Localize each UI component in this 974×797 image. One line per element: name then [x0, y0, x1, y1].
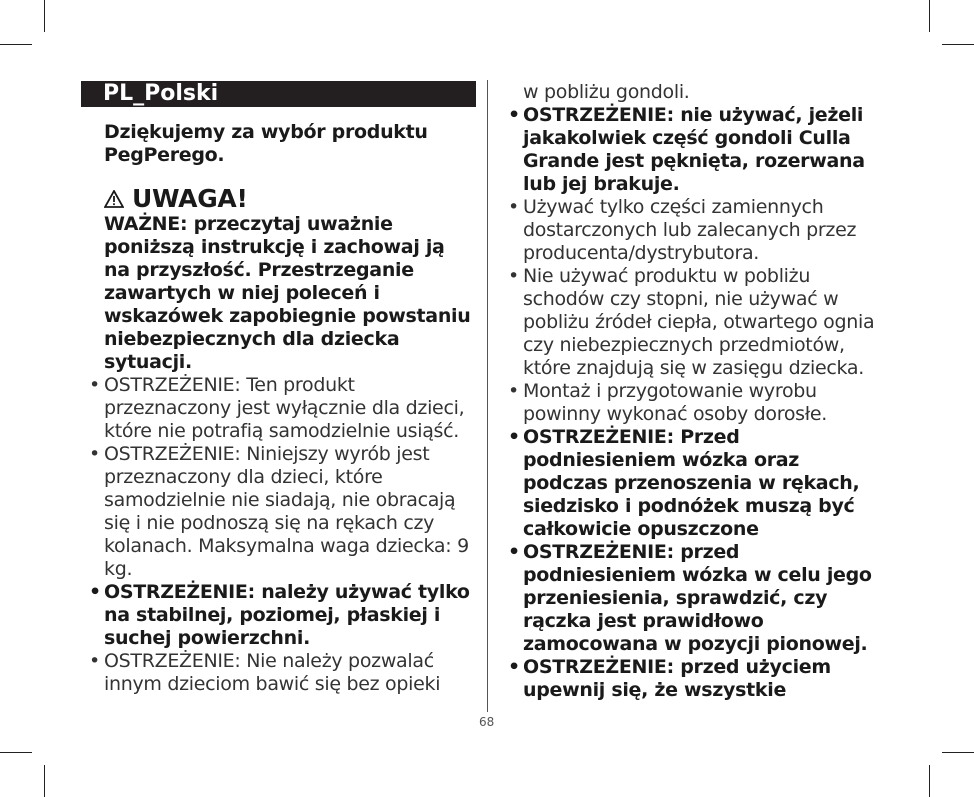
- list-item: • OSTRZEŻENIE: Ten produkt przeznaczony jest wyłącznie dla dzieci, które nie potrafią samodzielnie usiąść.: [104, 374, 476, 443]
- crop-mark: [0, 752, 32, 753]
- crop-mark: [0, 44, 32, 45]
- warning-heading-text: UWAGA!: [132, 184, 248, 213]
- crop-mark: [929, 765, 930, 797]
- list-item: • Nie używać produktu w pobliżu schodów czy stopni, nie używać w pobliżu źródeł ciepła, otwartego ognia czy niebezpiecznych przedmiotów, które znajdują się w zasięgu dziecka.: [523, 265, 883, 380]
- list-item: • OSTRZEŻENIE: nie używać, jeżeli jakakolwiek część gondoli Culla Grande jest pęknięta, rozerwana lub jej brakuje.: [523, 104, 883, 196]
- warning-triangle-icon: [104, 190, 124, 208]
- list-item: • OSTRZEŻENIE: przed podniesieniem wózka w celu jego przeniesienia, sprawdzić, czy rączka jest prawidłowo zamocowana w pozycji pionowej.: [523, 541, 883, 656]
- left-warning-list: [104, 374, 476, 696]
- list-item: • OSTRZEŻENIE: przed użyciem upewnij się, że wszystkie: [523, 656, 883, 702]
- page-number: 68: [479, 715, 495, 729]
- list-item: • OSTRZEŻENIE: Przed podniesieniem wózka oraz podczas przenoszenia w rękach, siedzisko i podnóżek muszą być całkowicie opuszczone: [523, 426, 883, 541]
- crop-mark: [44, 765, 45, 797]
- list-item: • Montaż i przygotowanie wyrobu powinny wykonać osoby dorosłe.: [523, 380, 883, 426]
- right-column: [523, 81, 883, 702]
- list-item: • Używać tylko części zamiennych dostarczonych lub zalecanych przez producenta/dystrybutora.: [523, 196, 883, 265]
- thanks-text: Dziękujemy za wybór produktu PegPerego.: [104, 121, 428, 166]
- list-item: • OSTRZEŻENIE: Niniejszy wyrób jest przeznaczony dla dzieci, które samodzielnie nie siadają, nie obracają się i nie podnoszą się na rękach czy kolanach. Maksymalna waga dziecka: 9 kg.: [104, 443, 476, 581]
- crop-mark: [929, 0, 930, 32]
- column-divider: [487, 80, 488, 712]
- list-item: • OSTRZEŻENIE: Nie należy pozwalać innym dzieciom bawić się bez opieki: [104, 650, 476, 696]
- warning-heading: [104, 185, 476, 213]
- crop-mark: [942, 752, 974, 753]
- list-item: • OSTRZEŻENIE: należy używać tylko na stabilnej, poziomej, płaskiej i suchej powierzchni.: [104, 581, 476, 650]
- language-header: PL_Polski: [81, 81, 476, 107]
- right-warning-list: [523, 104, 883, 702]
- crop-mark: [44, 0, 45, 32]
- crop-mark: [942, 44, 974, 45]
- intro-text: WAŻNE: przeczytaj uważnie poniższą instrukcję i zachowaj ją na przyszłość. Przestrzeganie zawartych w niej poleceń i wskazówek zapobiegnie powstaniu niebezpiecznych dla dziecka sytuacji.: [104, 213, 471, 373]
- continuation-text: w pobliżu gondoli.: [523, 81, 690, 103]
- left-column: [104, 121, 476, 696]
